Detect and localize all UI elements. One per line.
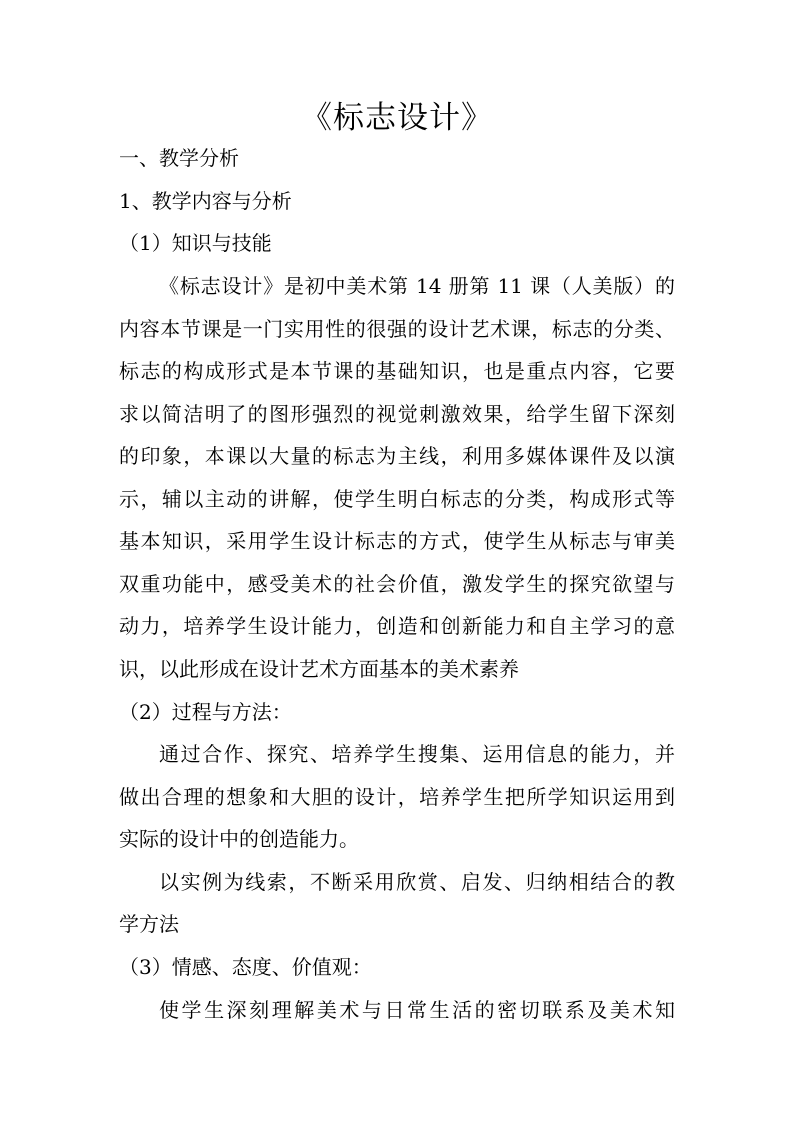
subsection-heading: 1、教学内容与分析	[119, 189, 292, 213]
paragraph-line: 实际的设计中的创造能力。	[119, 827, 359, 851]
paragraph-line: 双重功能中，感受美术的社会价值，激发学生的探究欲望与	[119, 572, 675, 596]
paragraph-line: 做出合理的想象和大胆的设计，培养学生把所学知识运用到	[119, 785, 675, 809]
paragraph-line: 识，以此形成在设计艺术方面基本的美术素养	[119, 657, 519, 681]
paragraph-line: 使学生深刻理解美术与日常生活的密切联系及美术知	[159, 998, 675, 1022]
paragraph-line: 求以简洁明了的图形强烈的视觉刺激效果，给学生留下深刻	[119, 402, 675, 426]
item-label-emotion-attitude-values: （3）情感、态度、价值观：	[119, 955, 372, 979]
paragraph-line: 《标志设计》是初中美术第 14 册第 11 课（人美版）的	[159, 274, 675, 298]
paragraph-line: 动力，培养学生设计能力，创造和创新能力和自主学习的意	[119, 614, 675, 638]
section-heading: 一、教学分析	[119, 146, 239, 170]
paragraph-line: 通过合作、探究、培养学生搜集、运用信息的能力，并	[159, 742, 675, 766]
document-title: 《标志设计》	[301, 100, 493, 136]
paragraph-line: 基本知识，采用学生设计标志的方式，使学生从标志与审美	[119, 529, 675, 553]
paragraph-line: 的印象，本课以大量的标志为主线，利用多媒体课件及以演	[119, 444, 675, 468]
paragraph-line: 学方法	[119, 912, 179, 936]
paragraph-line: 示，辅以主动的讲解，使学生明白标志的分类，构成形式等	[119, 487, 675, 511]
item-label-process-methods: （2）过程与方法：	[119, 700, 292, 724]
paragraph-line: 内容本节课是一门实用性的很强的设计艺术课，标志的分类、	[119, 317, 675, 341]
item-label-knowledge-skills: （1）知识与技能	[119, 231, 272, 255]
paragraph-line: 以实例为线索，不断采用欣赏、启发、归纳相结合的教	[159, 870, 675, 894]
paragraph-line: 标志的构成形式是本节课的基础知识，也是重点内容，它要	[119, 359, 675, 383]
